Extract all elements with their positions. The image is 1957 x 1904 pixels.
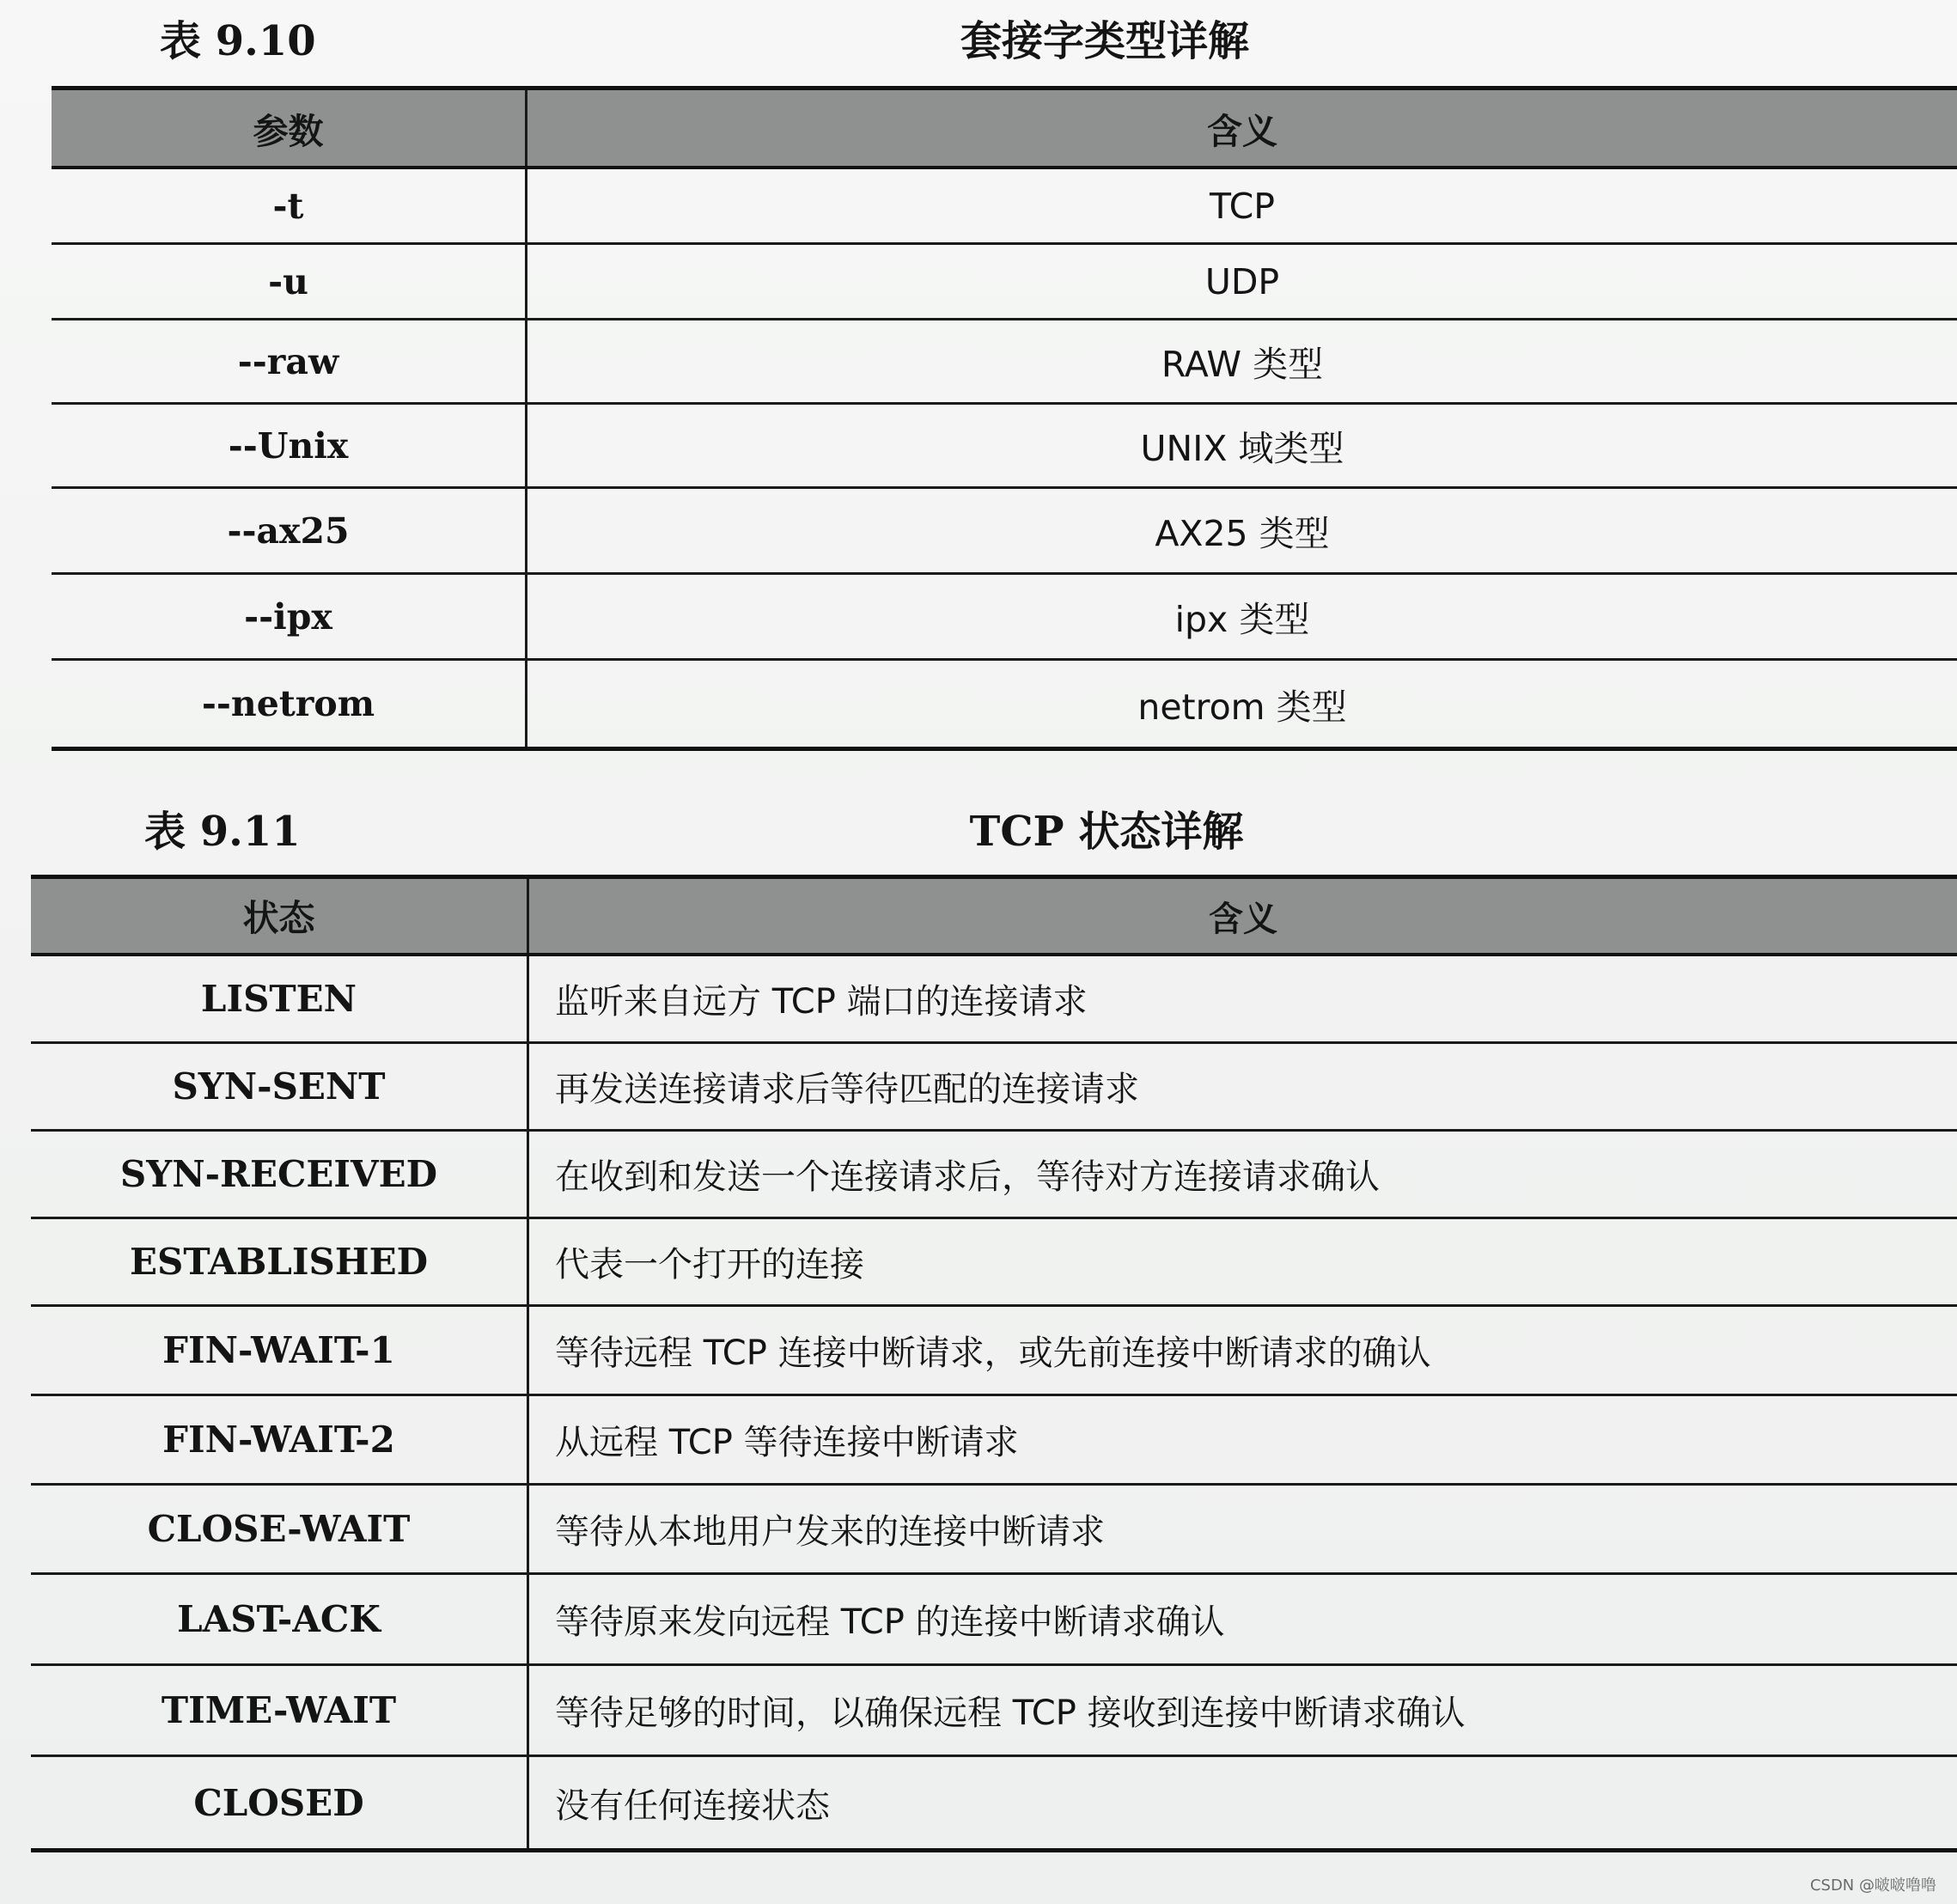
table-caption-9-10	[160, 5, 1277, 77]
state-cell: LAST-ACK	[31, 1575, 529, 1663]
table-row	[52, 245, 1957, 320]
state-cell: CLOSE-WAIT	[31, 1486, 529, 1572]
table-title: 套接字类型详解	[960, 17, 1250, 65]
table-row	[52, 575, 1957, 661]
param-cell: --Unix	[52, 405, 527, 486]
table-number: 表 9.10	[160, 17, 316, 65]
table-row	[52, 661, 1957, 747]
state-cell: FIN-WAIT-2	[31, 1396, 529, 1483]
table-row	[31, 1219, 1957, 1307]
param-cell: --ipx	[52, 575, 527, 658]
state-cell: SYN-RECEIVED	[31, 1132, 529, 1217]
header-state: 状态	[31, 879, 529, 953]
header-meaning: 含义	[1209, 899, 1277, 939]
table-number: 表 9.11	[144, 808, 301, 856]
table-row	[31, 1666, 1957, 1757]
param-cell: --netrom	[52, 661, 527, 747]
meaning-cell: 在收到和发送一个连接请求后，等待对方连接请求确认	[555, 1157, 1380, 1197]
meaning-cell: 再发送连接请求后等待匹配的连接请求	[555, 1070, 1139, 1109]
state-cell: TIME-WAIT	[31, 1666, 529, 1754]
meaning-cell: 从远程 TCP 等待连接中断请求	[555, 1423, 1019, 1462]
meaning-cell: UNIX 域类型	[1140, 428, 1344, 469]
param-cell: --raw	[52, 320, 527, 402]
table-caption-9-11	[144, 796, 1261, 868]
state-cell: CLOSED	[31, 1757, 529, 1848]
table-header-row	[31, 879, 1957, 956]
meaning-cell: netrom 类型	[1137, 686, 1347, 728]
meaning-cell: 监听来自远方 TCP 端口的连接请求	[555, 982, 1088, 1022]
table-row	[52, 320, 1957, 405]
state-cell: FIN-WAIT-1	[31, 1307, 529, 1394]
table-row	[31, 1396, 1957, 1486]
socket-type-table	[52, 86, 1957, 751]
meaning-cell: 没有任何连接状态	[555, 1785, 830, 1826]
state-cell: ESTABLISHED	[31, 1219, 529, 1304]
meaning-cell: RAW 类型	[1161, 344, 1324, 385]
table-row	[52, 489, 1957, 575]
table-row	[31, 1486, 1957, 1575]
meaning-cell: UDP	[1204, 260, 1280, 302]
watermark: CSDN @啵啵噜噜	[1809, 1877, 1936, 1895]
state-cell: LISTEN	[31, 956, 529, 1041]
meaning-cell: 代表一个打开的连接	[555, 1245, 864, 1285]
state-cell: SYN-SENT	[31, 1044, 529, 1129]
header-meaning: 含义	[1207, 110, 1277, 152]
meaning-cell: 等待足够的时间，以确保远程 TCP 接收到连接中断请求确认	[555, 1693, 1466, 1733]
table-row	[31, 1132, 1957, 1219]
meaning-cell: 等待从本地用户发来的连接中断请求	[555, 1512, 1105, 1552]
param-cell: -t	[52, 169, 527, 242]
header-param: 参数	[52, 90, 527, 166]
table-header-row	[52, 90, 1957, 169]
meaning-cell: ipx 类型	[1174, 599, 1310, 640]
table-row	[31, 1044, 1957, 1132]
tcp-state-table	[31, 875, 1957, 1852]
meaning-cell: AX25 类型	[1155, 513, 1330, 554]
table-row	[52, 169, 1957, 245]
table-row	[52, 405, 1957, 489]
table-row	[31, 1307, 1957, 1396]
table-row	[31, 956, 1957, 1044]
param-cell: -u	[52, 245, 527, 318]
meaning-cell: 等待远程 TCP 连接中断请求，或先前连接中断请求的确认	[555, 1333, 1431, 1373]
param-cell: --ax25	[52, 489, 527, 572]
table-row	[31, 1757, 1957, 1848]
table-title: TCP 状态详解	[969, 808, 1244, 856]
meaning-cell: 等待原来发向远程 TCP 的连接中断请求确认	[555, 1602, 1225, 1642]
table-row	[31, 1575, 1957, 1666]
meaning-cell: TCP	[1210, 185, 1275, 227]
